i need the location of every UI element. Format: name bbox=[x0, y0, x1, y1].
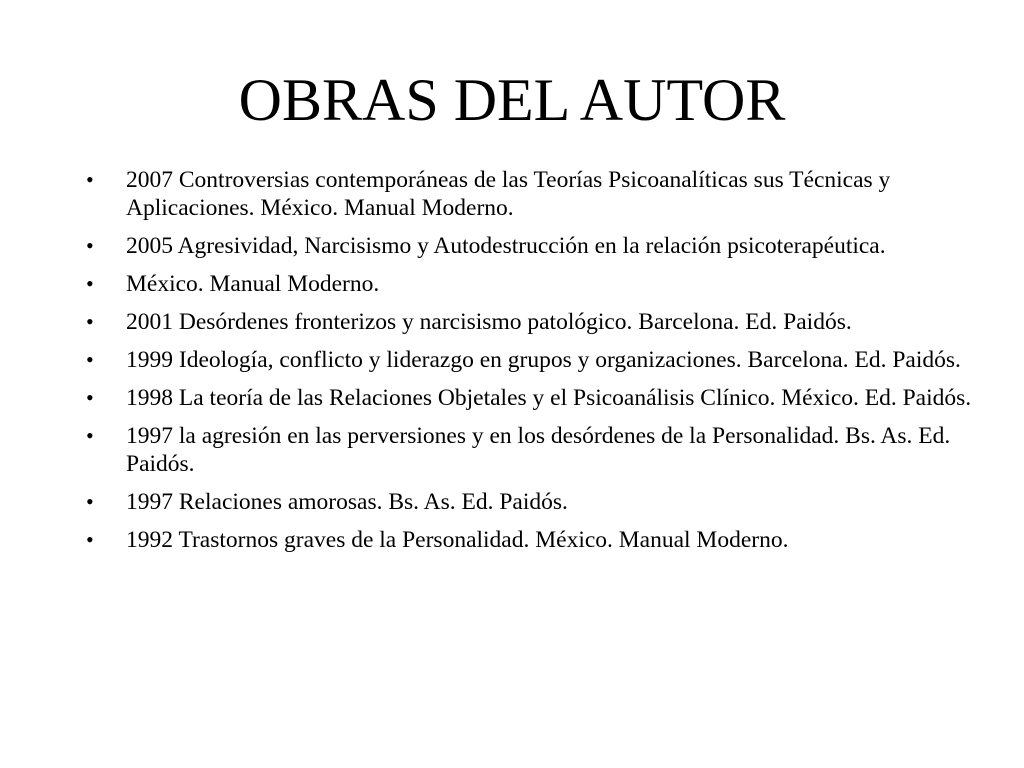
bullet-text: 1992 Trastornos graves de la Personalidad. México. Manual Moderno. bbox=[126, 527, 789, 553]
bullet-icon: • bbox=[86, 385, 94, 410]
bullet-item bbox=[86, 346, 996, 374]
bullet-item bbox=[86, 384, 996, 412]
slide-title: OBRAS DEL AUTOR bbox=[238, 67, 786, 133]
bullet-icon: • bbox=[86, 233, 94, 258]
bullet-icon: • bbox=[86, 271, 94, 296]
bullet-item bbox=[86, 488, 996, 516]
bullet-text: 2005 Agresividad, Narcisismo y Autodestrucción en la relación psicoterapéutica. bbox=[126, 233, 886, 259]
bullet-text: 2007 Controversias contemporáneas de las Teorías Psicoanalíticas sus Técnicas y Aplicaciones. México. Manual Moderno. bbox=[126, 167, 891, 221]
bullet-text: 2001 Desórdenes fronterizos y narcisismo patológico. Barcelona. Ed. Paidós. bbox=[126, 309, 852, 335]
bullet-list bbox=[86, 166, 996, 564]
bullet-text: México. Manual Moderno. bbox=[126, 271, 380, 297]
bullet-item bbox=[86, 232, 996, 260]
bullet-icon: • bbox=[86, 167, 94, 192]
bullet-text: 1997 la agresión en las perversiones y en los desórdenes de la Personalidad. Bs. As. Ed. Paidós. bbox=[126, 423, 951, 477]
bullet-icon: • bbox=[86, 309, 94, 334]
bullet-icon: • bbox=[86, 489, 94, 514]
bullet-item bbox=[86, 270, 996, 298]
bullet-item bbox=[86, 526, 996, 554]
bullet-item bbox=[86, 308, 996, 336]
bullet-item bbox=[86, 422, 996, 478]
bullet-icon: • bbox=[86, 423, 94, 448]
bullet-item bbox=[86, 166, 996, 222]
bullet-text: 1999 Ideología, conflicto y liderazgo en grupos y organizaciones. Barcelona. Ed. Paidós. bbox=[126, 347, 961, 373]
bullet-icon: • bbox=[86, 347, 94, 372]
bullet-text: 1997 Relaciones amorosas. Bs. As. Ed. Paidós. bbox=[126, 489, 568, 515]
bullet-icon: • bbox=[86, 527, 94, 552]
bullet-text: 1998 La teoría de las Relaciones Objetales y el Psicoanálisis Clínico. México. Ed. Paidós. bbox=[126, 385, 972, 411]
